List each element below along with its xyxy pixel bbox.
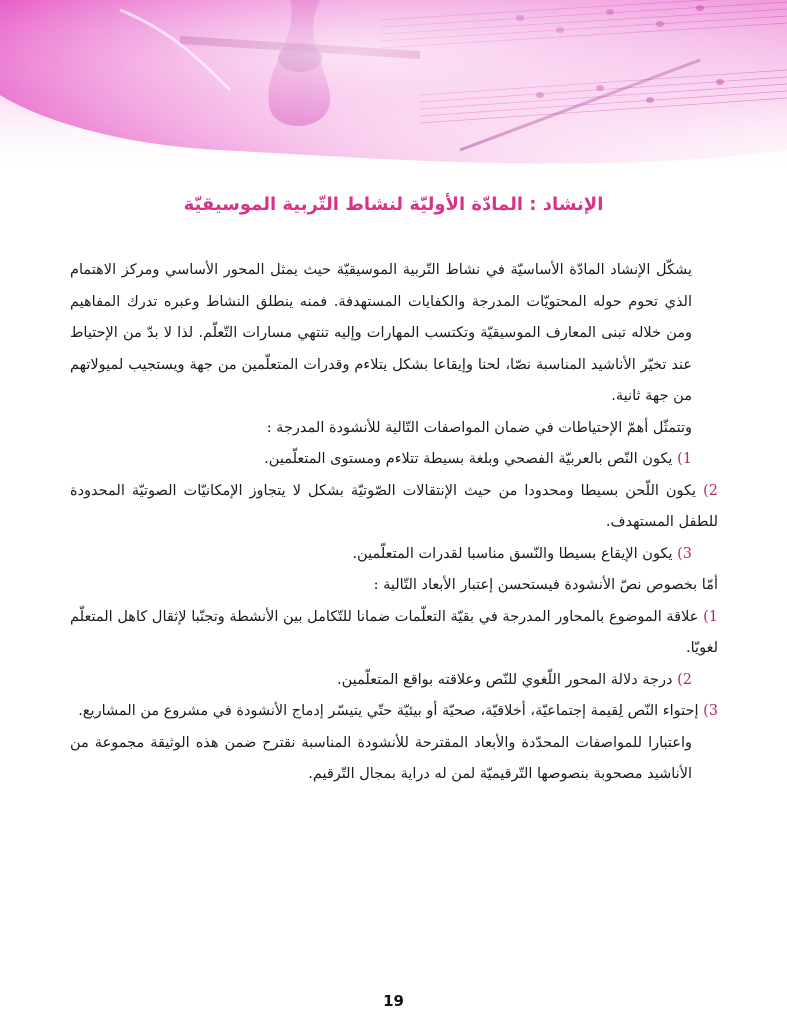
item-number: 1) [677, 451, 692, 467]
item-number: 2) [677, 671, 692, 688]
item-text: علاقة الموضوع بالمحاور المدرجة في بقيّة التعلّمات ضمانا للتّكامل بين الأنشطة وتجنّبا لإثقال كاهل المتعلّم لغويّا. [70, 608, 718, 656]
closing-paragraph: واعتبارا للمواصفات المحدّدة والأبعاد المقترحة للأنشودة المناسبة نقترح ضمن هذه الوثيقة مجموعة من الأناشيد مصحوبة بنصوصها التّرقيميّة لمن له دراية بمجال التّرقيم. [70, 734, 692, 782]
intro-paragraph: يشكّل الإنشاد المادّة الأساسيّة في نشاط التّربية الموسيقيّة حيث يمثل المحور الأساسي ومركز الاهتمام الذي تحوم حوله المحتويّات المدرجة والكفايات المستهدفة. فمنه ينطلق النشاط وعبره تدرك المفاهيم ومن خلاله تبنى المعارف الموسيقيّة وتكتسب المهارات وإليه تنتهي مسارات التّعلّم. لذا لا بدّ من الإحتياط عند تخيّر الأناشيد المناسبة نصّا، لحنا وإيقاعا بشكل يتلاءم وقدرات المتعلّمين من جهة ويستجيب لميولاتهم من جهة ثانية. [70, 262, 692, 404]
item-text: يكون الإيقاع بسيطا والنّسق مناسبا لقدرات المتعلّمين. [352, 545, 673, 562]
item-text: درجة دلالة المحور اللّغوي للنّص وعلاقته بواقع المتعلّمين. [336, 671, 673, 688]
item-text: يكون اللّحن بسيطا ومحدودا من حيث الإنتقالات الصّوتيّة بشكل لا يتجاوز الإمكانيّات الصوتيّة المحدودة للطفل المستهدف. [70, 482, 718, 530]
dimension-item [70, 696, 718, 728]
item-number: 2) [703, 482, 718, 499]
document-body [70, 255, 718, 791]
item-number: 3) [703, 703, 718, 719]
item-number: 1) [703, 608, 718, 625]
header-banner [0, 0, 787, 175]
page-number: 19 [383, 992, 404, 1010]
item-text: إحتواء النّص لِقيمة إجتماعيّة، أخلاقيّة، صحيّة أو بيئيّة حتّي يتيسّر إدماج الأنشودة في مشروع من المشاريع. [78, 703, 699, 719]
spec-item [70, 539, 718, 571]
spec-item [70, 476, 718, 539]
page-title: الإنشاد : المادّة الأوليّة لنشاط التّربية الموسيقيّة [183, 194, 604, 215]
specs-intro: وتتمثّل أهمّ الإحتياطات في ضمان المواصفات التّالية للأنشودة المدرجة : [266, 419, 692, 436]
text-dimensions-intro: أمّا بخصوص نصّ الأنشودة فيستحسن إعتبار الأبعاد التّالية : [373, 577, 718, 593]
music-banner-illustration [0, 0, 787, 175]
spec-item [70, 444, 718, 476]
dimension-item [70, 665, 718, 697]
item-number: 3) [677, 545, 692, 562]
item-text: يكون النّص بالعربيّة الفصحي وبلغة بسيطة تتلاءم ومستوى المتعلّمين. [264, 451, 673, 467]
dimension-item [70, 602, 718, 665]
